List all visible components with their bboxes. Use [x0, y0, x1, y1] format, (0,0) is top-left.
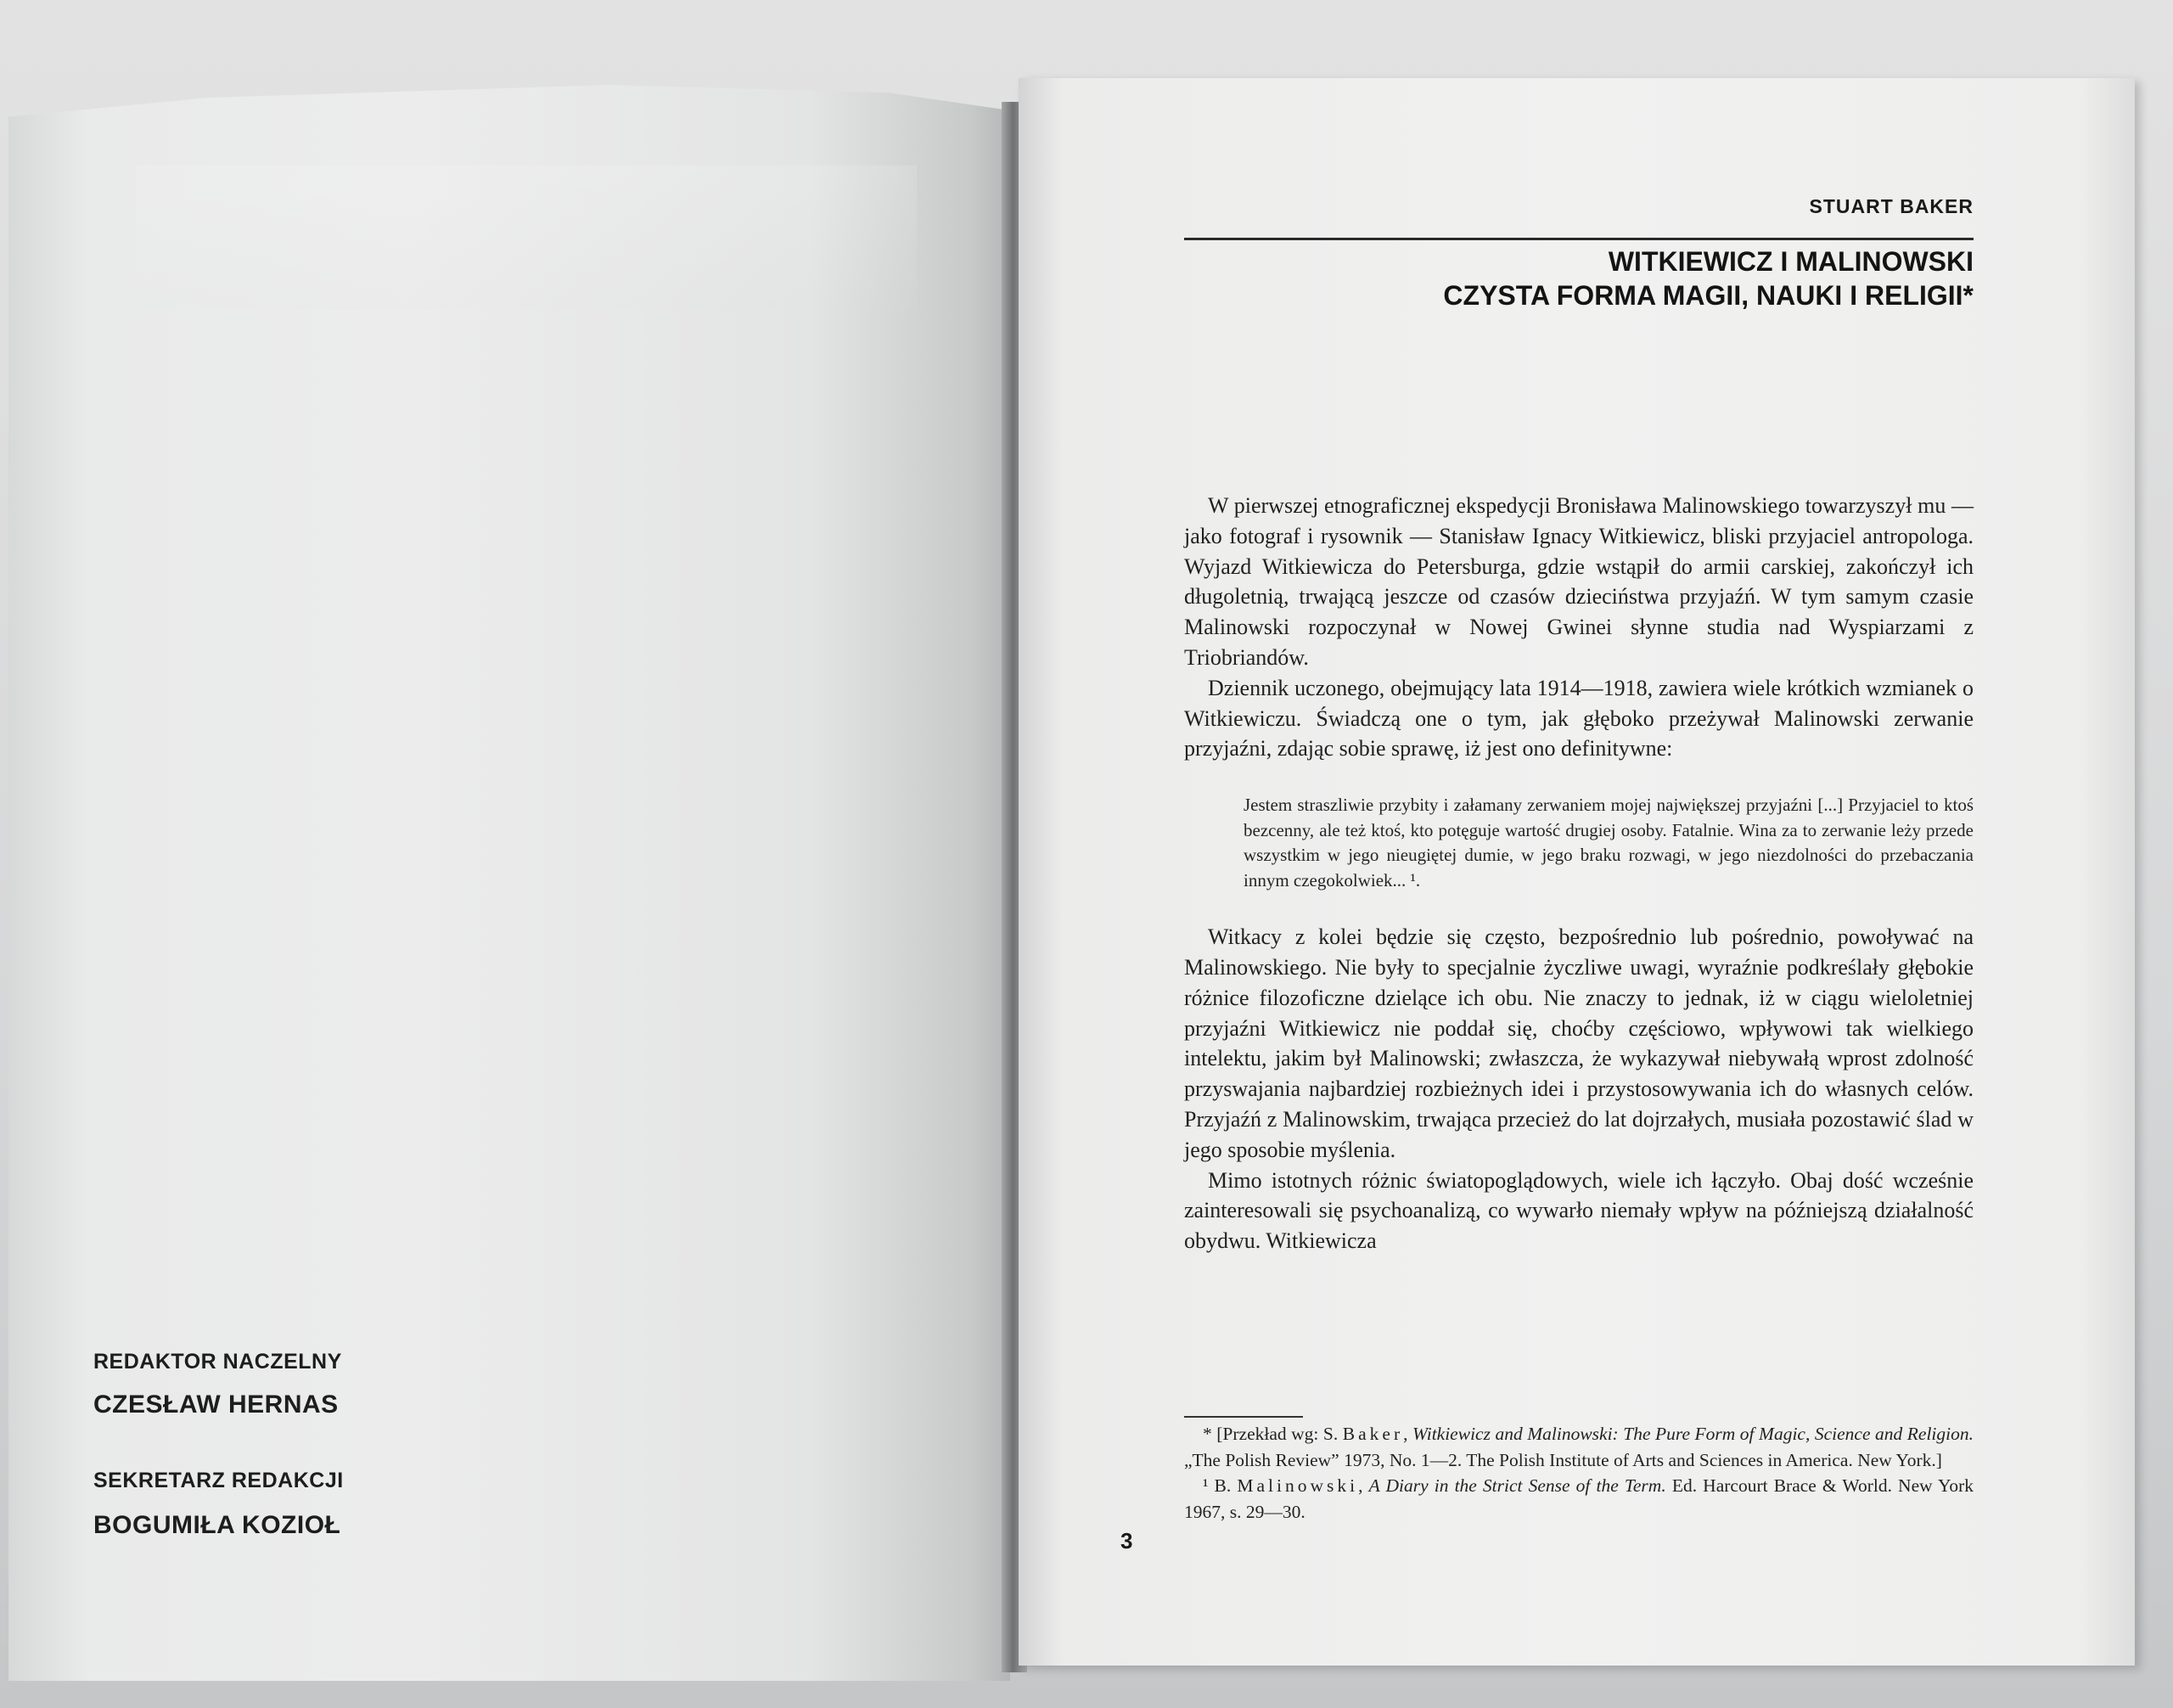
paragraph-4: Mimo istotnych różnic światopoglądowych, wiele ich łączyło. Obaj dość wcześnie zainteresowali się psychoanalizą, co wywarło niemały wpływ na późniejszą działalność obydwu. Witkiewicza [1184, 1167, 1974, 1254]
footnote-1-prefix: * [Przekład wg: S. [1203, 1424, 1343, 1444]
footnote-2-prefix: ¹ B. [1203, 1475, 1238, 1496]
footnote-rule [1184, 1416, 1303, 1418]
footnote-1: * [Przekład wg: S. Baker, Witkiewicz and Malinowski: The Pure Form of Magic, Science and Religion. „The Polish Review” 1973, No. 1—2. The Polish Institute of Arts and Sciences in America. New York.] [1184, 1424, 1974, 1470]
title-line-1: WITKIEWICZ I MALINOWSKI [1608, 246, 1974, 277]
paragraph-1: W pierwszej etnograficznej ekspedycji Bronisława Malinowskiego towarzyszył mu — jako fotograf i rysownik — Stanisław Ignacy Witkiewicz, bliski przyjaciel antropologa. Wyjazd Witkiewicza do Petersburga, gdzie wstąpił do armii carskiej, zakończył ich długoletnią, trwającą jeszcze od czasów dzieciństwa przyjaźń. W tym samym czasie Malinowski rozpoczynał w Nowej Gwinei słynne studia nad Wyspiarzami z Triobriandów. [1184, 493, 1974, 670]
article-author: STUART BAKER [1809, 195, 1974, 217]
secretary-name: BOGUMIŁA KOZIOŁ [93, 1511, 341, 1539]
footnote-2-work: A Diary in the Strict Sense of the Term. [1368, 1475, 1666, 1496]
footnote-1-work: Witkiewicz and Malinowski: The Pure Form of Magic, Science and Religion. [1412, 1424, 1974, 1444]
footnote-2: ¹ B. Malinowski, A Diary in the Strict Sense of the Term. Ed. Harcourt Brace & World. New York 1967, s. 29—30. [1184, 1475, 1974, 1522]
left-page [8, 85, 1010, 1681]
footnote-1-author: Baker [1342, 1424, 1404, 1444]
header-rule [1184, 238, 1974, 240]
show-through-title [136, 166, 917, 310]
paragraph-3: Witkacy z kolei będzie się często, bezpośrednio lub pośrednio, powoływać na Malinowskiego. Nie były to specjalnie życzliwe uwagi, wyraźnie podkreślały głębokie różnice filozoficzne dzielące ich obu. Nie znaczy to jednak, iż w ciągu wieloletniej przyjaźni Witkiewicz nie poddał się, choćby częściowo, wpływowi tak wielkiego intelektu, jakim był Malinowski; zwłaszcza, że wykazywał niebywałą wprost zdolność przyswajania najbardziej rozbieżnych idei i przystosowywania ich do własnych celów. Przyjaźń z Malinowskim, trwająca przecież do lat dojrzałych, musiała pozostawić ślad w jego sposobie myślenia. [1184, 924, 1974, 1162]
footnote-2-author: Malinowski [1237, 1475, 1359, 1496]
block-quote: Jestem straszliwie przybity i załamany zerwaniem mojej największej przyjaźni [...] Przyjaciel to ktoś bezcenny, ale też ktoś, kto potęguje wartość drugiej osoby. Fatalnie. Wina za to zerwanie leży przede wszystkim w jego nieugiętej dumie, w jego braku rozwagi, w jego niezdolności do przebaczania innym czegokolwiek... ¹. [1244, 795, 1974, 891]
paragraph-2: Dziennik uczonego, obejmujący lata 1914—1918, zawiera wiele krótkich wzmianek o Witkiewiczu. Świadczą one o tym, jak głęboko przeżywał Malinowski zerwanie przyjaźni, zdając sobie sprawę, iż jest ono definitywne: [1184, 675, 1974, 761]
footnote-2-rest: Ed. Harcourt Brace & World. New York 1967, s. 29—30. [1184, 1475, 1974, 1522]
article-title [1184, 244, 1974, 312]
title-line-2: CZYSTA FORMA MAGII, NAUKI I RELIGII* [1443, 280, 1974, 311]
editor-name: CZESŁAW HERNAS [93, 1391, 339, 1419]
page-number: 3 [1120, 1528, 1133, 1553]
footnotes [1184, 1421, 1974, 1525]
article-body [1184, 491, 1974, 1256]
editor-label: REDAKTOR NACZELNY [93, 1350, 342, 1374]
footnote-1-rest: „The Polish Review” 1973, No. 1—2. The Polish Institute of Arts and Sciences in America. New York.] [1184, 1449, 1942, 1470]
secretary-label: SEKRETARZ REDAKCJI [93, 1469, 344, 1492]
